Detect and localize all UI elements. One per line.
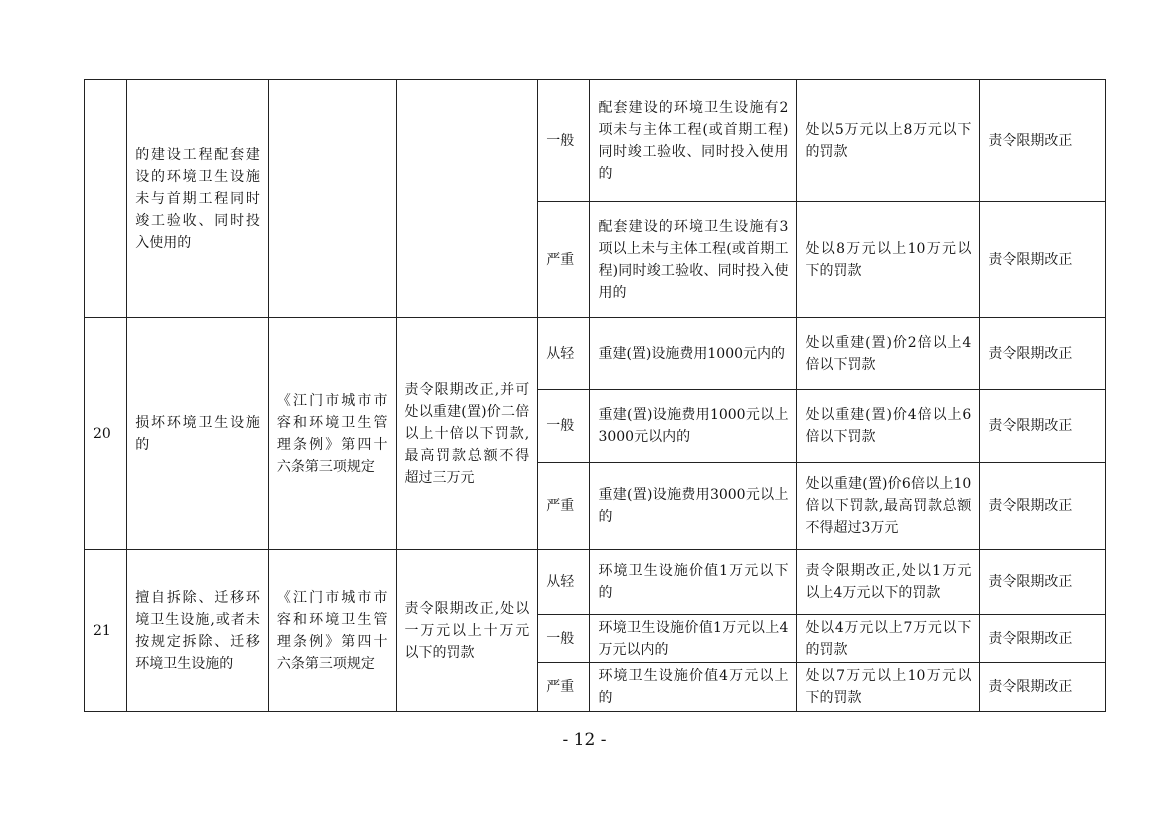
table-row xyxy=(85,80,1106,202)
legal-basis-cell: 《江门市城市市容和环境卫生管理条例》第四十六条第三项规定 xyxy=(268,318,396,550)
circumstance-cell: 重建(置)设施费用3000元以上的 xyxy=(590,463,797,550)
penalty-standard-cell: 处以重建(置)价4倍以上6倍以下罚款 xyxy=(797,390,980,463)
circumstance-cell: 配套建设的环境卫生设施有3项以上未与主体工程(或首期工程)同时竣工验收、同时投入使用的 xyxy=(590,202,797,318)
circumstance-cell: 环境卫生设施价值4万元以上的 xyxy=(590,663,797,712)
penalty-standard-cell: 处以8万元以上10万元以下的罚款 xyxy=(797,202,980,318)
item-number-cell xyxy=(85,80,127,318)
other-measure-cell: 责令限期改正 xyxy=(980,318,1106,390)
circumstance-cell: 环境卫生设施价值1万元以上4万元以内的 xyxy=(590,615,797,663)
other-measure-cell: 责令限期改正 xyxy=(980,615,1106,663)
penalty-standard-cell: 处以5万元以上8万元以下的罚款 xyxy=(797,80,980,202)
penalty-standard-cell: 处以4万元以上7万元以下的罚款 xyxy=(797,615,980,663)
other-measure-cell: 责令限期改正 xyxy=(980,463,1106,550)
other-measure-cell: 责令限期改正 xyxy=(980,202,1106,318)
severity-level-cell: 一般 xyxy=(538,390,590,463)
legal-basis-cell xyxy=(268,80,396,318)
severity-level-cell: 一般 xyxy=(538,615,590,663)
item-number-cell: 20 xyxy=(85,318,127,550)
violation-behavior-cell: 擅自拆除、迁移环境卫生设施,或者未按规定拆除、迁移环境卫生设施的 xyxy=(127,550,269,712)
penalty-standard-cell: 责令限期改正,处以1万元以上4万元以下的罚款 xyxy=(797,550,980,615)
other-measure-cell: 责令限期改正 xyxy=(980,80,1106,202)
item-number-cell: 21 xyxy=(85,550,127,712)
other-measure-cell: 责令限期改正 xyxy=(980,390,1106,463)
penalty-standard-cell: 处以7万元以上10万元以下的罚款 xyxy=(797,663,980,712)
severity-level-cell: 从轻 xyxy=(538,550,590,615)
penalty-provision-cell: 责令限期改正,并可处以重建(置)价二倍以上十倍以下罚款,最高罚款总额不得超过三万元 xyxy=(396,318,538,550)
circumstance-cell: 重建(置)设施费用1000元内的 xyxy=(590,318,797,390)
severity-level-cell: 严重 xyxy=(538,463,590,550)
page-number: - 12 - xyxy=(562,730,607,750)
other-measure-cell: 责令限期改正 xyxy=(980,550,1106,615)
penalty-table xyxy=(84,79,1106,712)
severity-level-cell: 严重 xyxy=(538,202,590,318)
legal-basis-cell: 《江门市城市市容和环境卫生管理条例》第四十六条第三项规定 xyxy=(268,550,396,712)
violation-behavior-cell: 损坏环境卫生设施的 xyxy=(127,318,269,550)
severity-level-cell: 从轻 xyxy=(538,318,590,390)
penalty-provision-cell xyxy=(396,80,538,318)
table-row xyxy=(85,318,1106,390)
penalty-provision-cell: 责令限期改正,处以一万元以上十万元以下的罚款 xyxy=(396,550,538,712)
penalty-standard-cell: 处以重建(置)价2倍以上4倍以下罚款 xyxy=(797,318,980,390)
circumstance-cell: 重建(置)设施费用1000元以上3000元以内的 xyxy=(590,390,797,463)
severity-level-cell: 一般 xyxy=(538,80,590,202)
table-row xyxy=(85,550,1106,615)
severity-level-cell: 严重 xyxy=(538,663,590,712)
circumstance-cell: 配套建设的环境卫生设施有2项未与主体工程(或首期工程)同时竣工验收、同时投入使用的 xyxy=(590,80,797,202)
circumstance-cell: 环境卫生设施价值1万元以下的 xyxy=(590,550,797,615)
other-measure-cell: 责令限期改正 xyxy=(980,663,1106,712)
penalty-standard-cell: 处以重建(置)价6倍以上10倍以下罚款,最高罚款总额不得超过3万元 xyxy=(797,463,980,550)
violation-behavior-cell: 的建设工程配套建设的环境卫生设施未与首期工程同时竣工验收、同时投入使用的 xyxy=(127,80,269,318)
